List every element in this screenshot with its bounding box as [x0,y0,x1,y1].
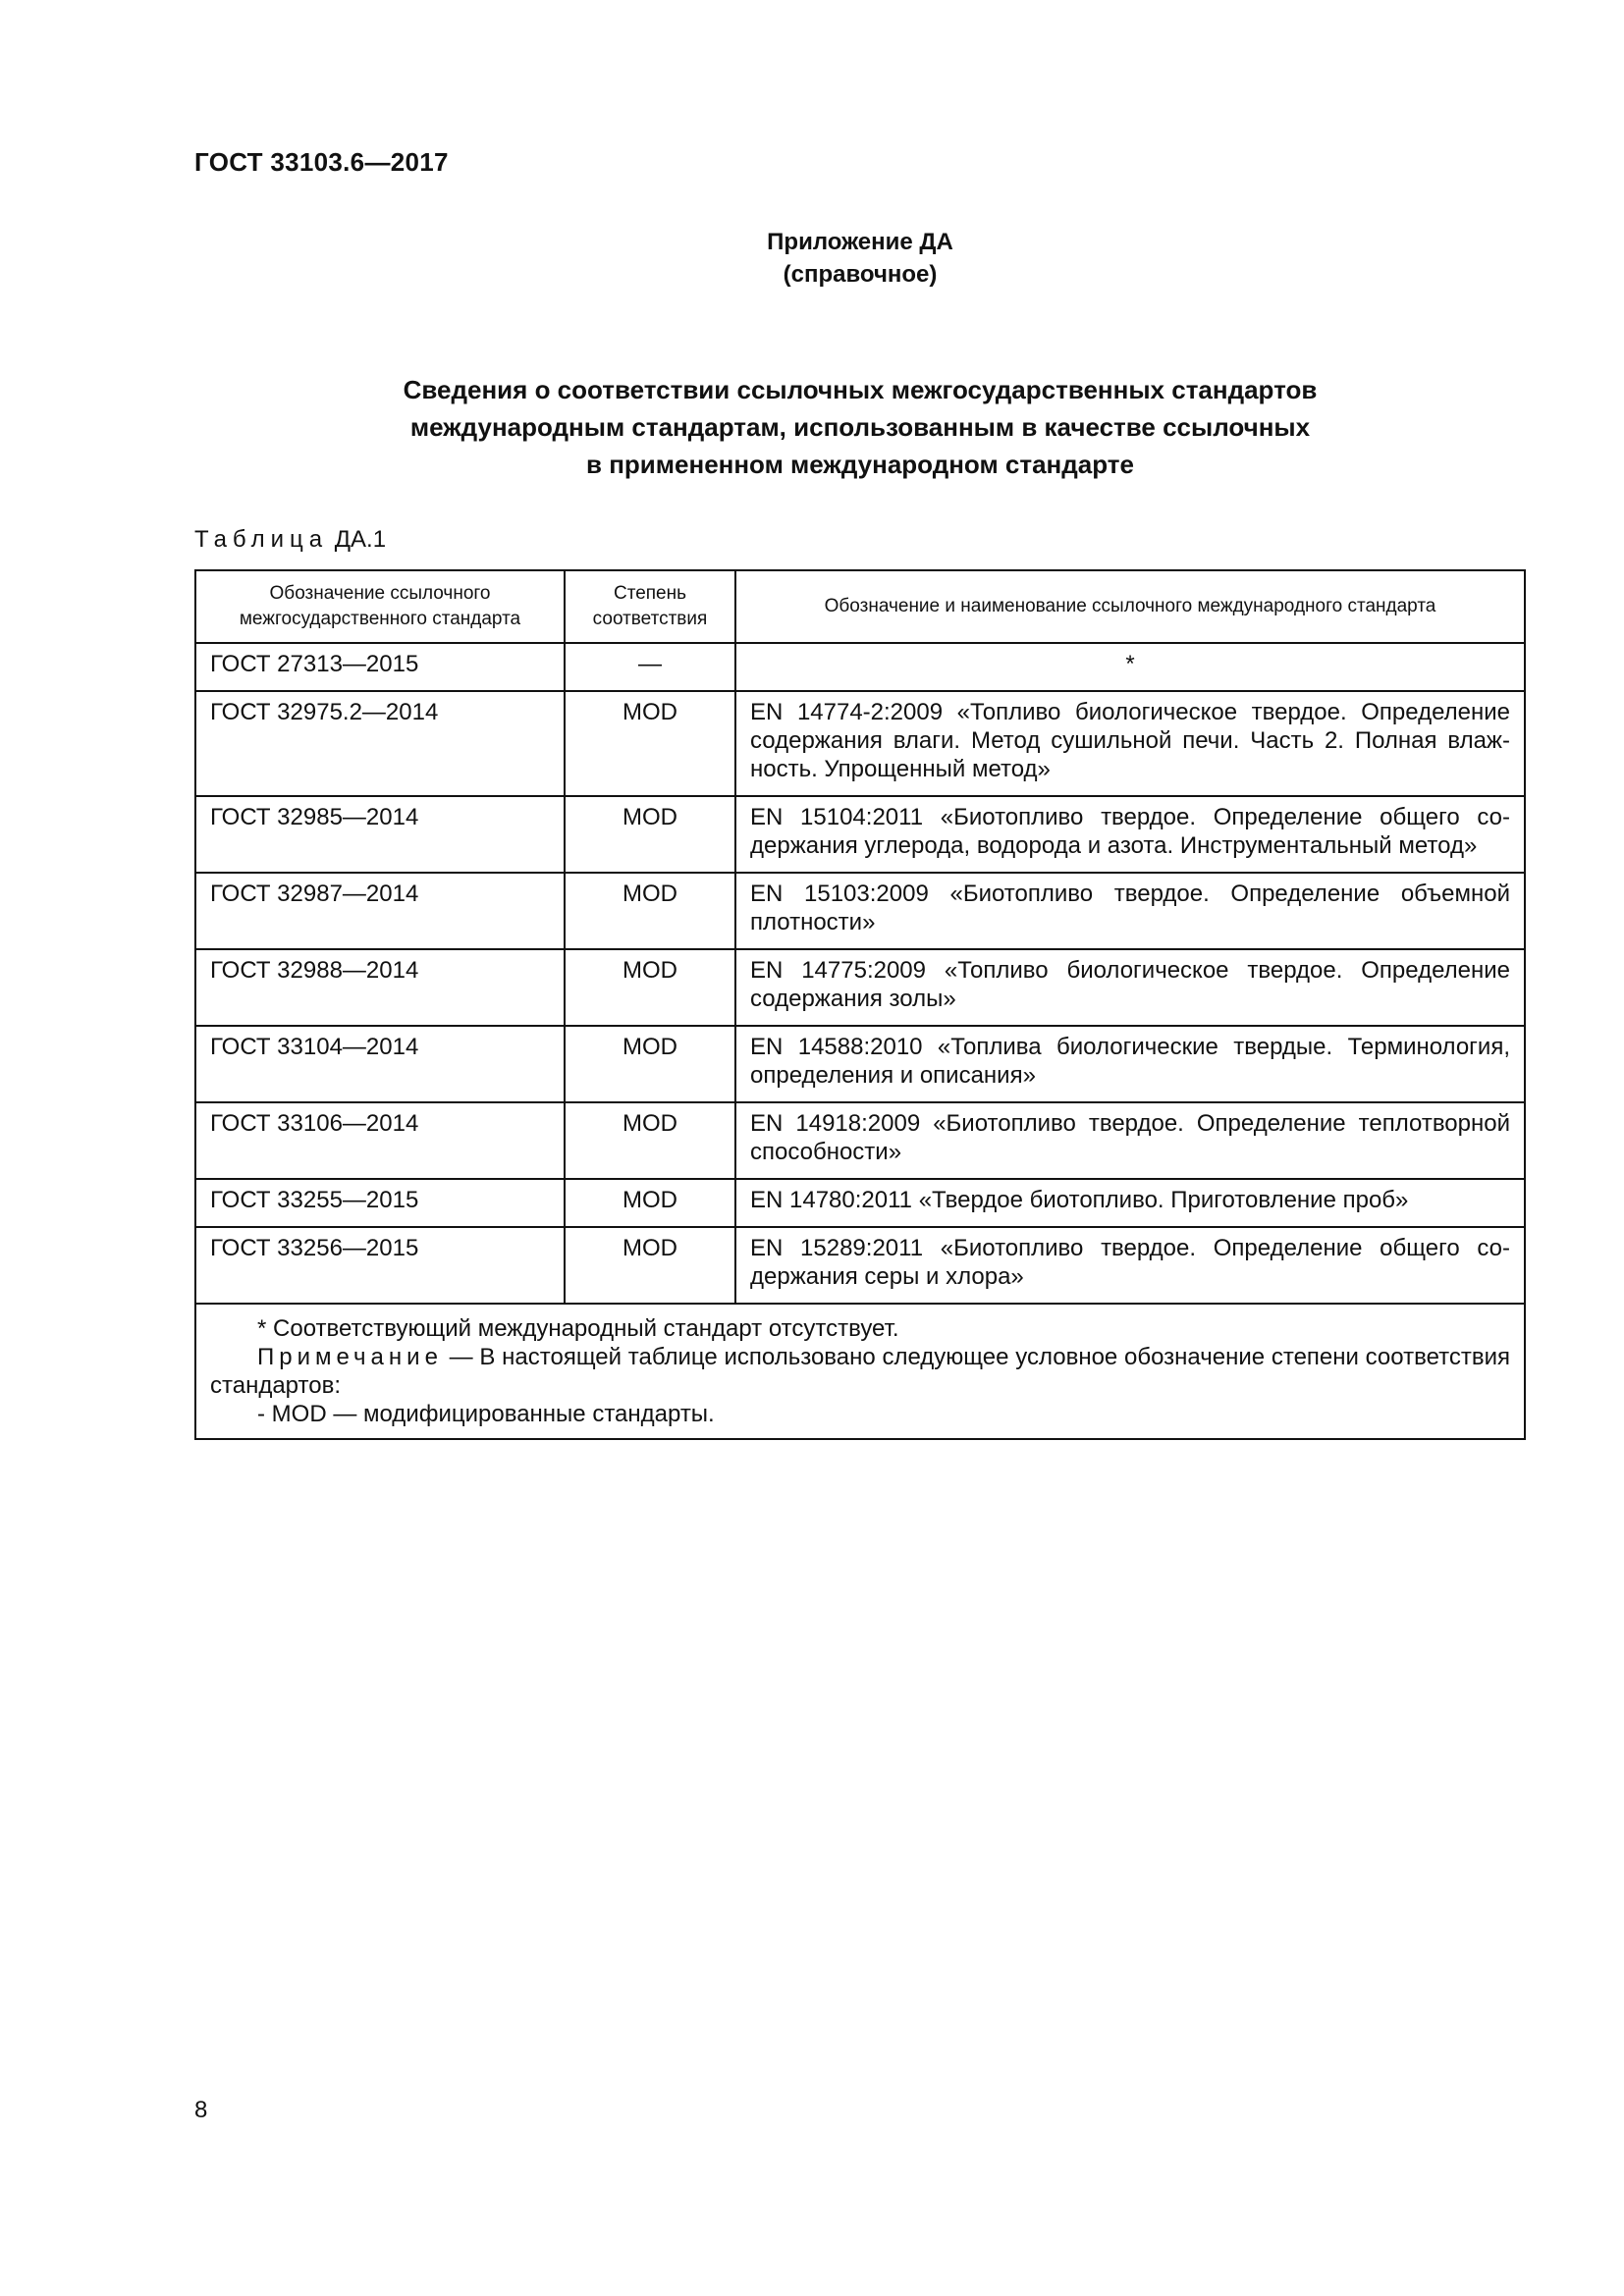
main-title-line: международным стандартам, использованным в качестве ссылочных [409,412,1311,442]
cell-degree: MOD [565,873,735,949]
cell-intl: EN 15289:2011 «Биотопливо твердое. Определение общего содержания серы и хлора» [735,1227,1525,1304]
table-row [195,691,1525,796]
note-text: — В настоящей таблице использовано следующее условное обозначение степени соответствия стандартов: [210,1344,1510,1399]
table-row [195,796,1525,873]
cell-gost: ГОСТ 32975.2—2014 [195,691,565,796]
main-title-line: Сведения о соответствии ссылочных межгосударственных стандартов [403,375,1318,404]
cell-degree: — [565,643,735,691]
table-label-number: ДА.1 [334,526,387,553]
cell-intl: EN 14588:2010 «Топлива биологические твердые. Терминология, определения и описания» [735,1026,1525,1102]
cell-intl: * [735,643,1525,691]
table-header-row [195,570,1525,643]
cell-gost: ГОСТ 33255—2015 [195,1179,565,1227]
table-row [195,1026,1525,1102]
table-note [210,1343,1510,1400]
table-label-word: Таблица [194,526,329,553]
appendix-subtitle: (справочное) [783,261,938,288]
note-item: - MOD — модифицированные стандарты. [257,1401,715,1427]
cell-gost: ГОСТ 33104—2014 [195,1026,565,1102]
cell-gost: ГОСТ 32985—2014 [195,796,565,873]
appendix-title: Приложение ДА [767,229,953,255]
cell-intl: EN 14918:2009 «Биотопливо твердое. Определение теплотворной способности» [735,1102,1525,1179]
table-row [195,949,1525,1026]
table-row [195,1179,1525,1227]
header-degree: Степень соответствия [565,570,735,643]
cell-gost: ГОСТ 27313—2015 [195,643,565,691]
table-row [195,1227,1525,1304]
note-label: Примечание [257,1344,443,1370]
cell-degree: MOD [565,1026,735,1102]
table-row [195,643,1525,691]
cell-degree: MOD [565,796,735,873]
cell-intl: EN 15103:2009 «Биотопливо твердое. Определение объемной плотности» [735,873,1525,949]
cell-intl: EN 15104:2011 «Биотопливо твердое. Определение общего содержания углерода, водорода и азота. Инструментальный метод» [735,796,1525,873]
main-title-line: в примененном международном стандарте [586,450,1134,479]
document-code: ГОСТ 33103.6—2017 [194,147,449,177]
cell-degree: MOD [565,949,735,1026]
table-footnote: * Соответствующий международный стандарт отсутствует. [257,1315,899,1342]
table-label [194,526,386,554]
header-intl: Обозначение и наименование ссылочного международного стандарта [735,570,1525,643]
cell-intl: EN 14775:2009 «Топливо биологическое твердое. Определение содержания золы» [735,949,1525,1026]
table-row [195,873,1525,949]
reference-standards-table [194,569,1526,1440]
cell-intl: EN 14780:2011 «Твердое биотопливо. Приготовление проб» [735,1179,1525,1227]
cell-intl: EN 14774-2:2009 «Топливо биологическое твердое. Определение содержания влаги. Метод сушильной печи. Часть 2. Полная влажность. Упрощенный метод» [735,691,1525,796]
cell-gost: ГОСТ 33256—2015 [195,1227,565,1304]
cell-degree: MOD [565,1102,735,1179]
table-notes-row [195,1304,1525,1439]
cell-degree: MOD [565,1227,735,1304]
main-title [194,371,1526,483]
cell-degree: MOD [565,691,735,796]
cell-gost: ГОСТ 32987—2014 [195,873,565,949]
page-number: 8 [194,2097,208,2123]
cell-gost: ГОСТ 32988—2014 [195,949,565,1026]
cell-degree: MOD [565,1179,735,1227]
header-gost: Обозначение ссылочного межгосударственного стандарта [195,570,565,643]
table-row [195,1102,1525,1179]
appendix-heading [194,226,1526,291]
cell-gost: ГОСТ 33106—2014 [195,1102,565,1179]
table-notes [195,1304,1525,1439]
